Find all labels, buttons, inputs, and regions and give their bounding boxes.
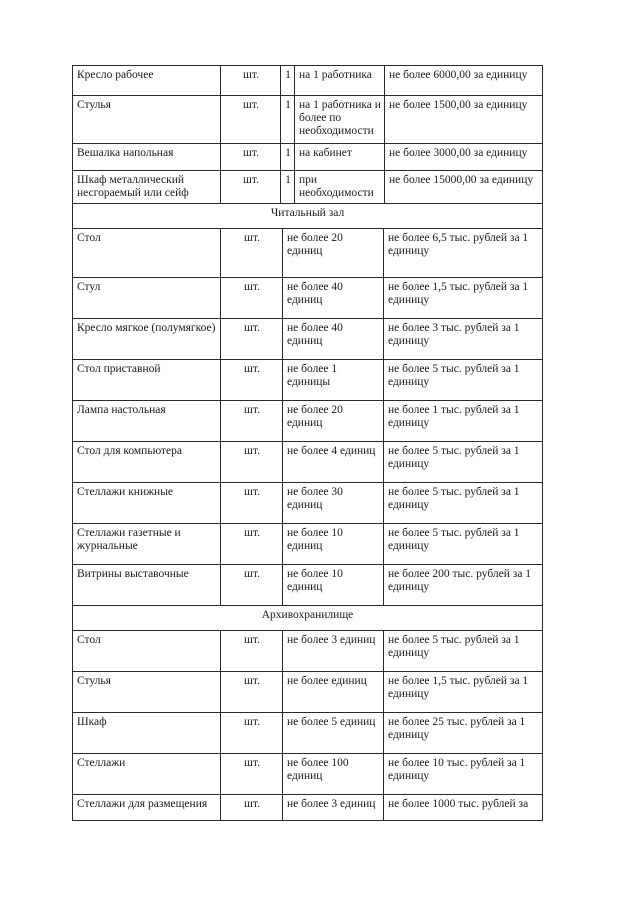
price-cell: не более 3000,00 за единицу — [385, 144, 543, 171]
item-name-cell: Кресло рабочее — [73, 66, 221, 96]
price-cell: не более 10 тыс. рублей за 1 единицу — [384, 754, 543, 795]
unit-cell: шт. — [221, 66, 281, 96]
table-row — [73, 229, 543, 278]
quantity-cell: 1 — [281, 171, 295, 204]
price-cell: не более 1500,00 за единицу — [385, 96, 543, 144]
price-cell: не более 1000 тыс. рублей за — [384, 795, 543, 821]
unit-cell: шт. — [221, 483, 283, 524]
norm-cell: не более 3 единиц — [283, 795, 384, 821]
norm-cell: не более 4 единиц — [283, 442, 384, 483]
price-cell: не более 5 тыс. рублей за 1 единицу — [384, 631, 543, 672]
section-header-row — [73, 204, 543, 229]
unit-cell: шт. — [221, 442, 283, 483]
table-row — [73, 672, 543, 713]
item-name-cell: Стол — [73, 631, 221, 672]
norm-cell: не более 100 единиц — [283, 754, 384, 795]
item-name-cell: Стеллажи для размещения — [73, 795, 221, 821]
unit-cell: шт. — [221, 795, 283, 821]
price-cell: не более 1,5 тыс. рублей за 1 единицу — [384, 672, 543, 713]
norm-cell: не более 10 единиц — [283, 565, 384, 606]
norm-cell: не более 20 единиц — [283, 401, 384, 442]
price-cell: не более 15000,00 за единицу — [385, 171, 543, 204]
reading-archive-table — [72, 203, 543, 821]
price-cell: не более 5 тыс. рублей за 1 единицу — [384, 524, 543, 565]
table-row — [73, 565, 543, 606]
table-row — [73, 442, 543, 483]
item-name-cell: Шкаф металлический несгораемый или сейф — [73, 171, 221, 204]
table-row — [73, 96, 543, 144]
norm-cell: не более 40 единиц — [283, 278, 384, 319]
unit-cell: шт. — [221, 754, 283, 795]
quantity-cell: 1 — [281, 96, 295, 144]
item-name-cell: Вешалка напольная — [73, 144, 221, 171]
quantity-cell: 1 — [281, 66, 295, 96]
item-name-cell: Стул — [73, 278, 221, 319]
document-page — [72, 65, 542, 821]
unit-cell: шт. — [221, 96, 281, 144]
norm-cell: на кабинет — [295, 144, 385, 171]
table-row — [73, 401, 543, 442]
norm-cell: не более 40 единиц — [283, 319, 384, 360]
unit-cell: шт. — [221, 171, 281, 204]
price-cell: не более 200 тыс. рублей за 1 единицу — [384, 565, 543, 606]
table-row — [73, 795, 543, 821]
item-name-cell: Стеллажи книжные — [73, 483, 221, 524]
table-row — [73, 66, 543, 96]
unit-cell: шт. — [221, 319, 283, 360]
table-row — [73, 524, 543, 565]
price-cell: не более 3 тыс. рублей за 1 единицу — [384, 319, 543, 360]
norm-cell: не более 20 единиц — [283, 229, 384, 278]
table-row — [73, 631, 543, 672]
item-name-cell: Стулья — [73, 96, 221, 144]
unit-cell: шт. — [221, 360, 283, 401]
price-cell: не более 5 тыс. рублей за 1 единицу — [384, 483, 543, 524]
table-row — [73, 144, 543, 171]
unit-cell: шт. — [221, 713, 283, 754]
item-name-cell: Лампа настольная — [73, 401, 221, 442]
norm-cell: не более 3 единиц — [283, 631, 384, 672]
norm-cell: не более единиц — [283, 672, 384, 713]
price-cell: не более 1,5 тыс. рублей за 1 единицу — [384, 278, 543, 319]
table-row — [73, 171, 543, 204]
item-name-cell: Стеллажи газетные и журнальные — [73, 524, 221, 565]
item-name-cell: Кресло мягкое (полумягкое) — [73, 319, 221, 360]
item-name-cell: Шкаф — [73, 713, 221, 754]
table-row — [73, 360, 543, 401]
unit-cell: шт. — [221, 672, 283, 713]
unit-cell: шт. — [221, 144, 281, 171]
price-cell: не более 1 тыс. рублей за 1 единицу — [384, 401, 543, 442]
item-name-cell: Витрины выставочные — [73, 565, 221, 606]
norm-cell: не более 10 единиц — [283, 524, 384, 565]
unit-cell: шт. — [221, 565, 283, 606]
unit-cell: шт. — [221, 278, 283, 319]
unit-cell: шт. — [221, 401, 283, 442]
price-cell: не более 25 тыс. рублей за 1 единицу — [384, 713, 543, 754]
norm-cell: на 1 работника и более по необходимости — [295, 96, 385, 144]
norm-cell: при необходимости — [295, 171, 385, 204]
table-row — [73, 483, 543, 524]
office-furniture-table — [72, 65, 543, 204]
unit-cell: шт. — [221, 524, 283, 565]
norm-cell: не более 30 единиц — [283, 483, 384, 524]
norm-cell: не более 1 единицы — [283, 360, 384, 401]
section-title: Архивохранилище — [73, 606, 543, 631]
section-header-row — [73, 606, 543, 631]
table-row — [73, 713, 543, 754]
section-title: Читальный зал — [73, 204, 543, 229]
item-name-cell: Стол — [73, 229, 221, 278]
unit-cell: шт. — [221, 631, 283, 672]
unit-cell: шт. — [221, 229, 283, 278]
table-row — [73, 319, 543, 360]
price-cell: не более 6000,00 за единицу — [385, 66, 543, 96]
price-cell: не более 6,5 тыс. рублей за 1 единицу — [384, 229, 543, 278]
norm-cell: на 1 работника — [295, 66, 385, 96]
item-name-cell: Стулья — [73, 672, 221, 713]
price-cell: не более 5 тыс. рублей за 1 единицу — [384, 360, 543, 401]
table-row — [73, 754, 543, 795]
norm-cell: не более 5 единиц — [283, 713, 384, 754]
item-name-cell: Стеллажи — [73, 754, 221, 795]
table-row — [73, 278, 543, 319]
quantity-cell: 1 — [281, 144, 295, 171]
item-name-cell: Стол для компьютера — [73, 442, 221, 483]
item-name-cell: Стол приставной — [73, 360, 221, 401]
price-cell: не более 5 тыс. рублей за 1 единицу — [384, 442, 543, 483]
